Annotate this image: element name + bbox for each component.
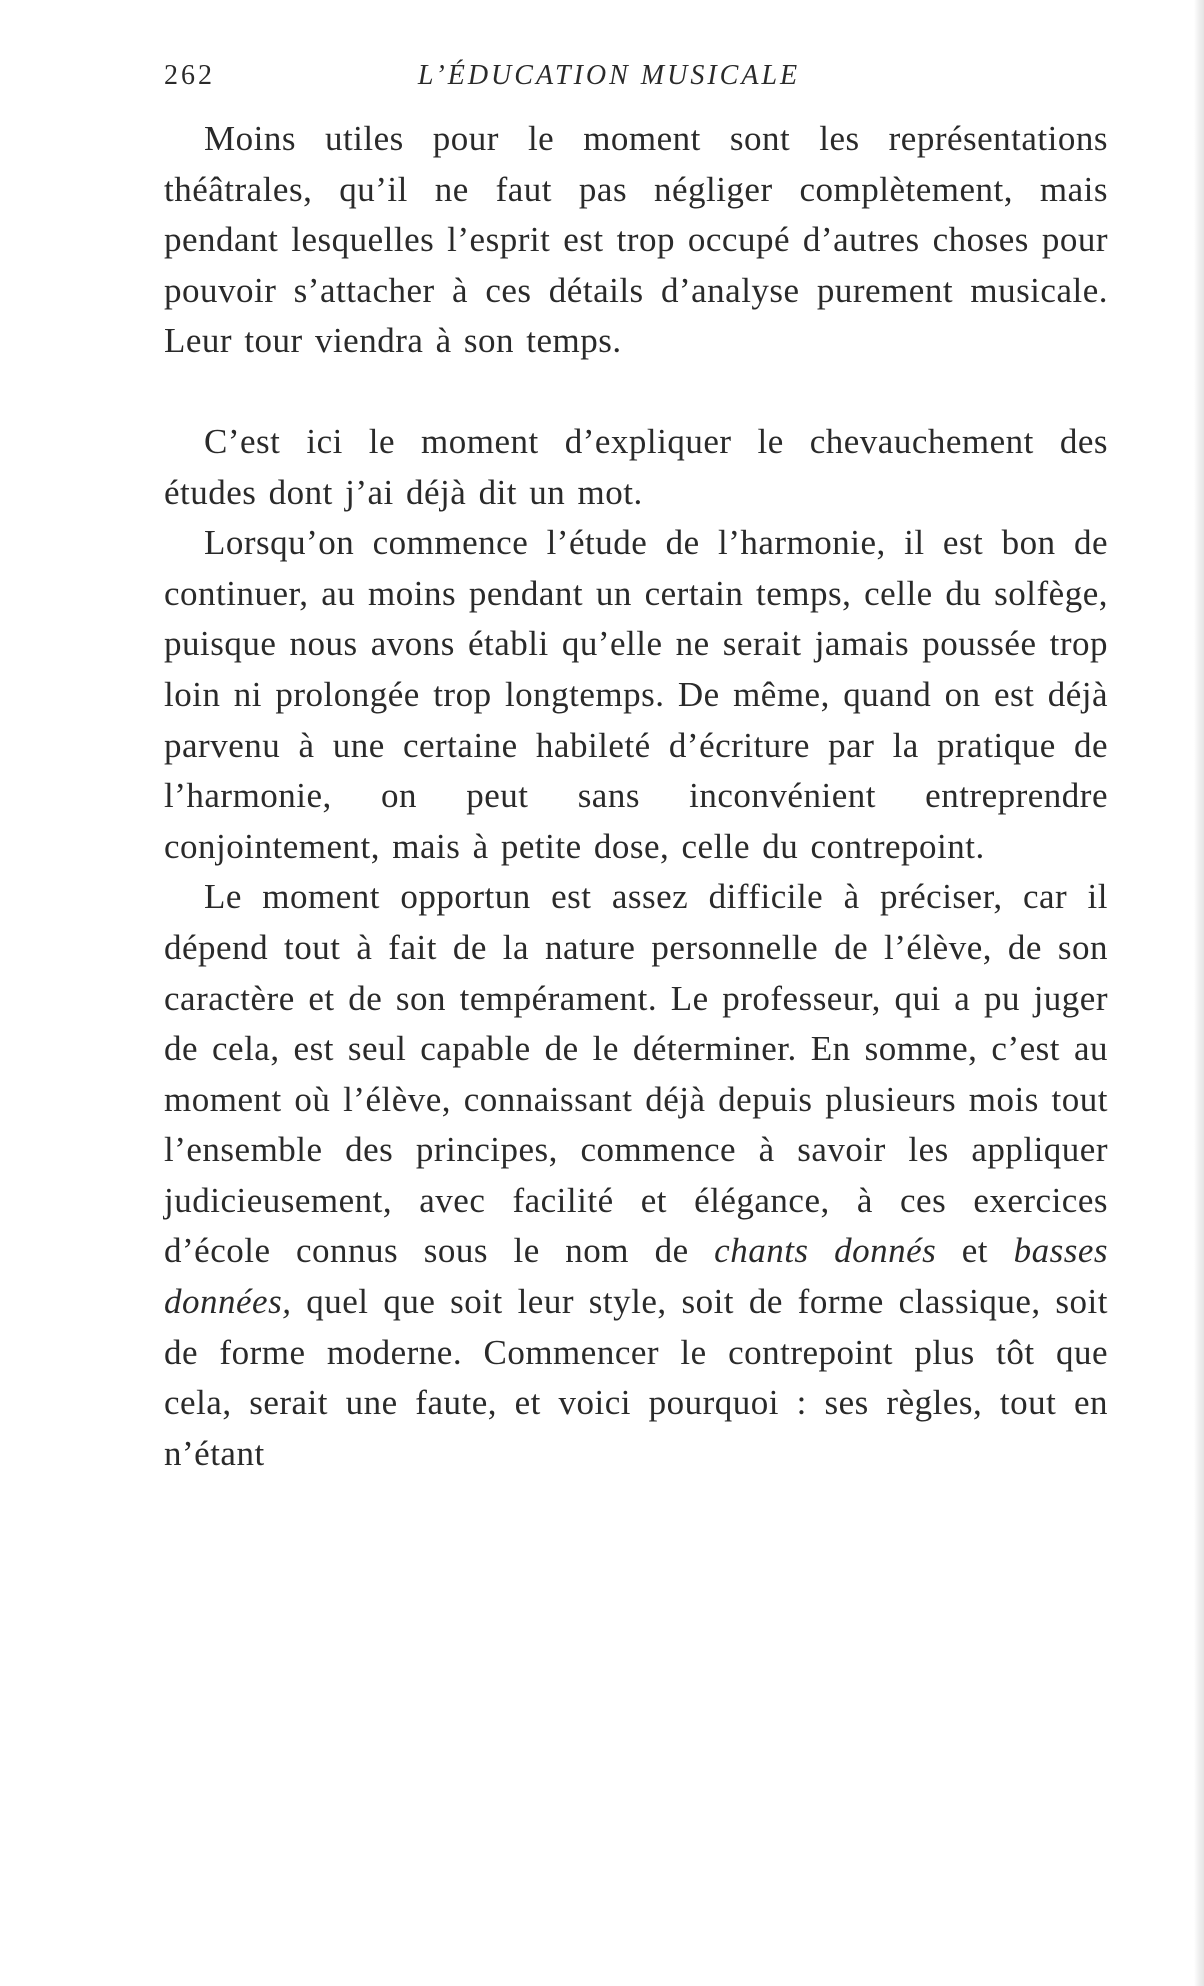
page-header (164, 60, 1114, 100)
page-edge (1194, 0, 1204, 1986)
paragraph-text: quel que soit leur style, soit de forme classique, soit de forme moderne. Commencer le contrepoint plus tôt que cela, serait une faute, et voici pourquoi : ses règles, tout en n’étant (164, 1282, 1108, 1473)
emphasis-basses-donnees: basses données, (164, 1231, 1108, 1322)
paragraph-harmonie: Lorsqu’on commence l’étude de l’harmonie, il est bon de continuer, au moins pendant un certain temps, celle du solfège, puisque nous avons établi qu’elle ne serait jamais poussée trop loin ni prolongée trop longtemps. De même, quand on est déjà parvenu à une certaine habileté d’écriture par la pratique de l’harmonie, on peut sans inconvénient entreprendre conjointement, mais à petite dose, celle du contrepoint. (164, 523, 1108, 866)
paragraph-text: et (936, 1231, 1014, 1271)
paragraph-text: Le moment opportun est assez difficile à préciser, car il dépend tout à fait de la nature personnelle de l’élève, de son caractère et de son tempérament. Le professeur, qui a pu juger de cela, est seul capable de le déterminer. En somme, c’est au moment où l’élève, connaissant déjà depuis plusieurs mois tout l’ensemble des principes, commence à savoir les appliquer judicieusement, avec facilité et élégance, à ces exercices d’école connus sous le nom de (164, 877, 1108, 1271)
body-text (164, 114, 1108, 1479)
page-number: 262 (164, 60, 215, 91)
paragraph-contrepoint (164, 872, 1108, 1479)
emphasis-chants-donnes: chants donnés (714, 1231, 937, 1271)
running-title: L’ÉDUCATION MUSICALE (417, 60, 801, 91)
paragraph-theatre: Moins utiles pour le moment sont les représentations théâtrales, qu’il ne faut pas négliger complètement, mais pendant lesquelles l’esprit est trop occupé d’autres choses pour pouvoir s’attacher à ces détails d’analyse purement musicale. Leur tour viendra à son temps. (164, 119, 1108, 361)
paragraph-chevauchement: C’est ici le moment d’expliquer le chevauchement des études dont j’ai déjà dit un mot. (164, 421, 1108, 512)
